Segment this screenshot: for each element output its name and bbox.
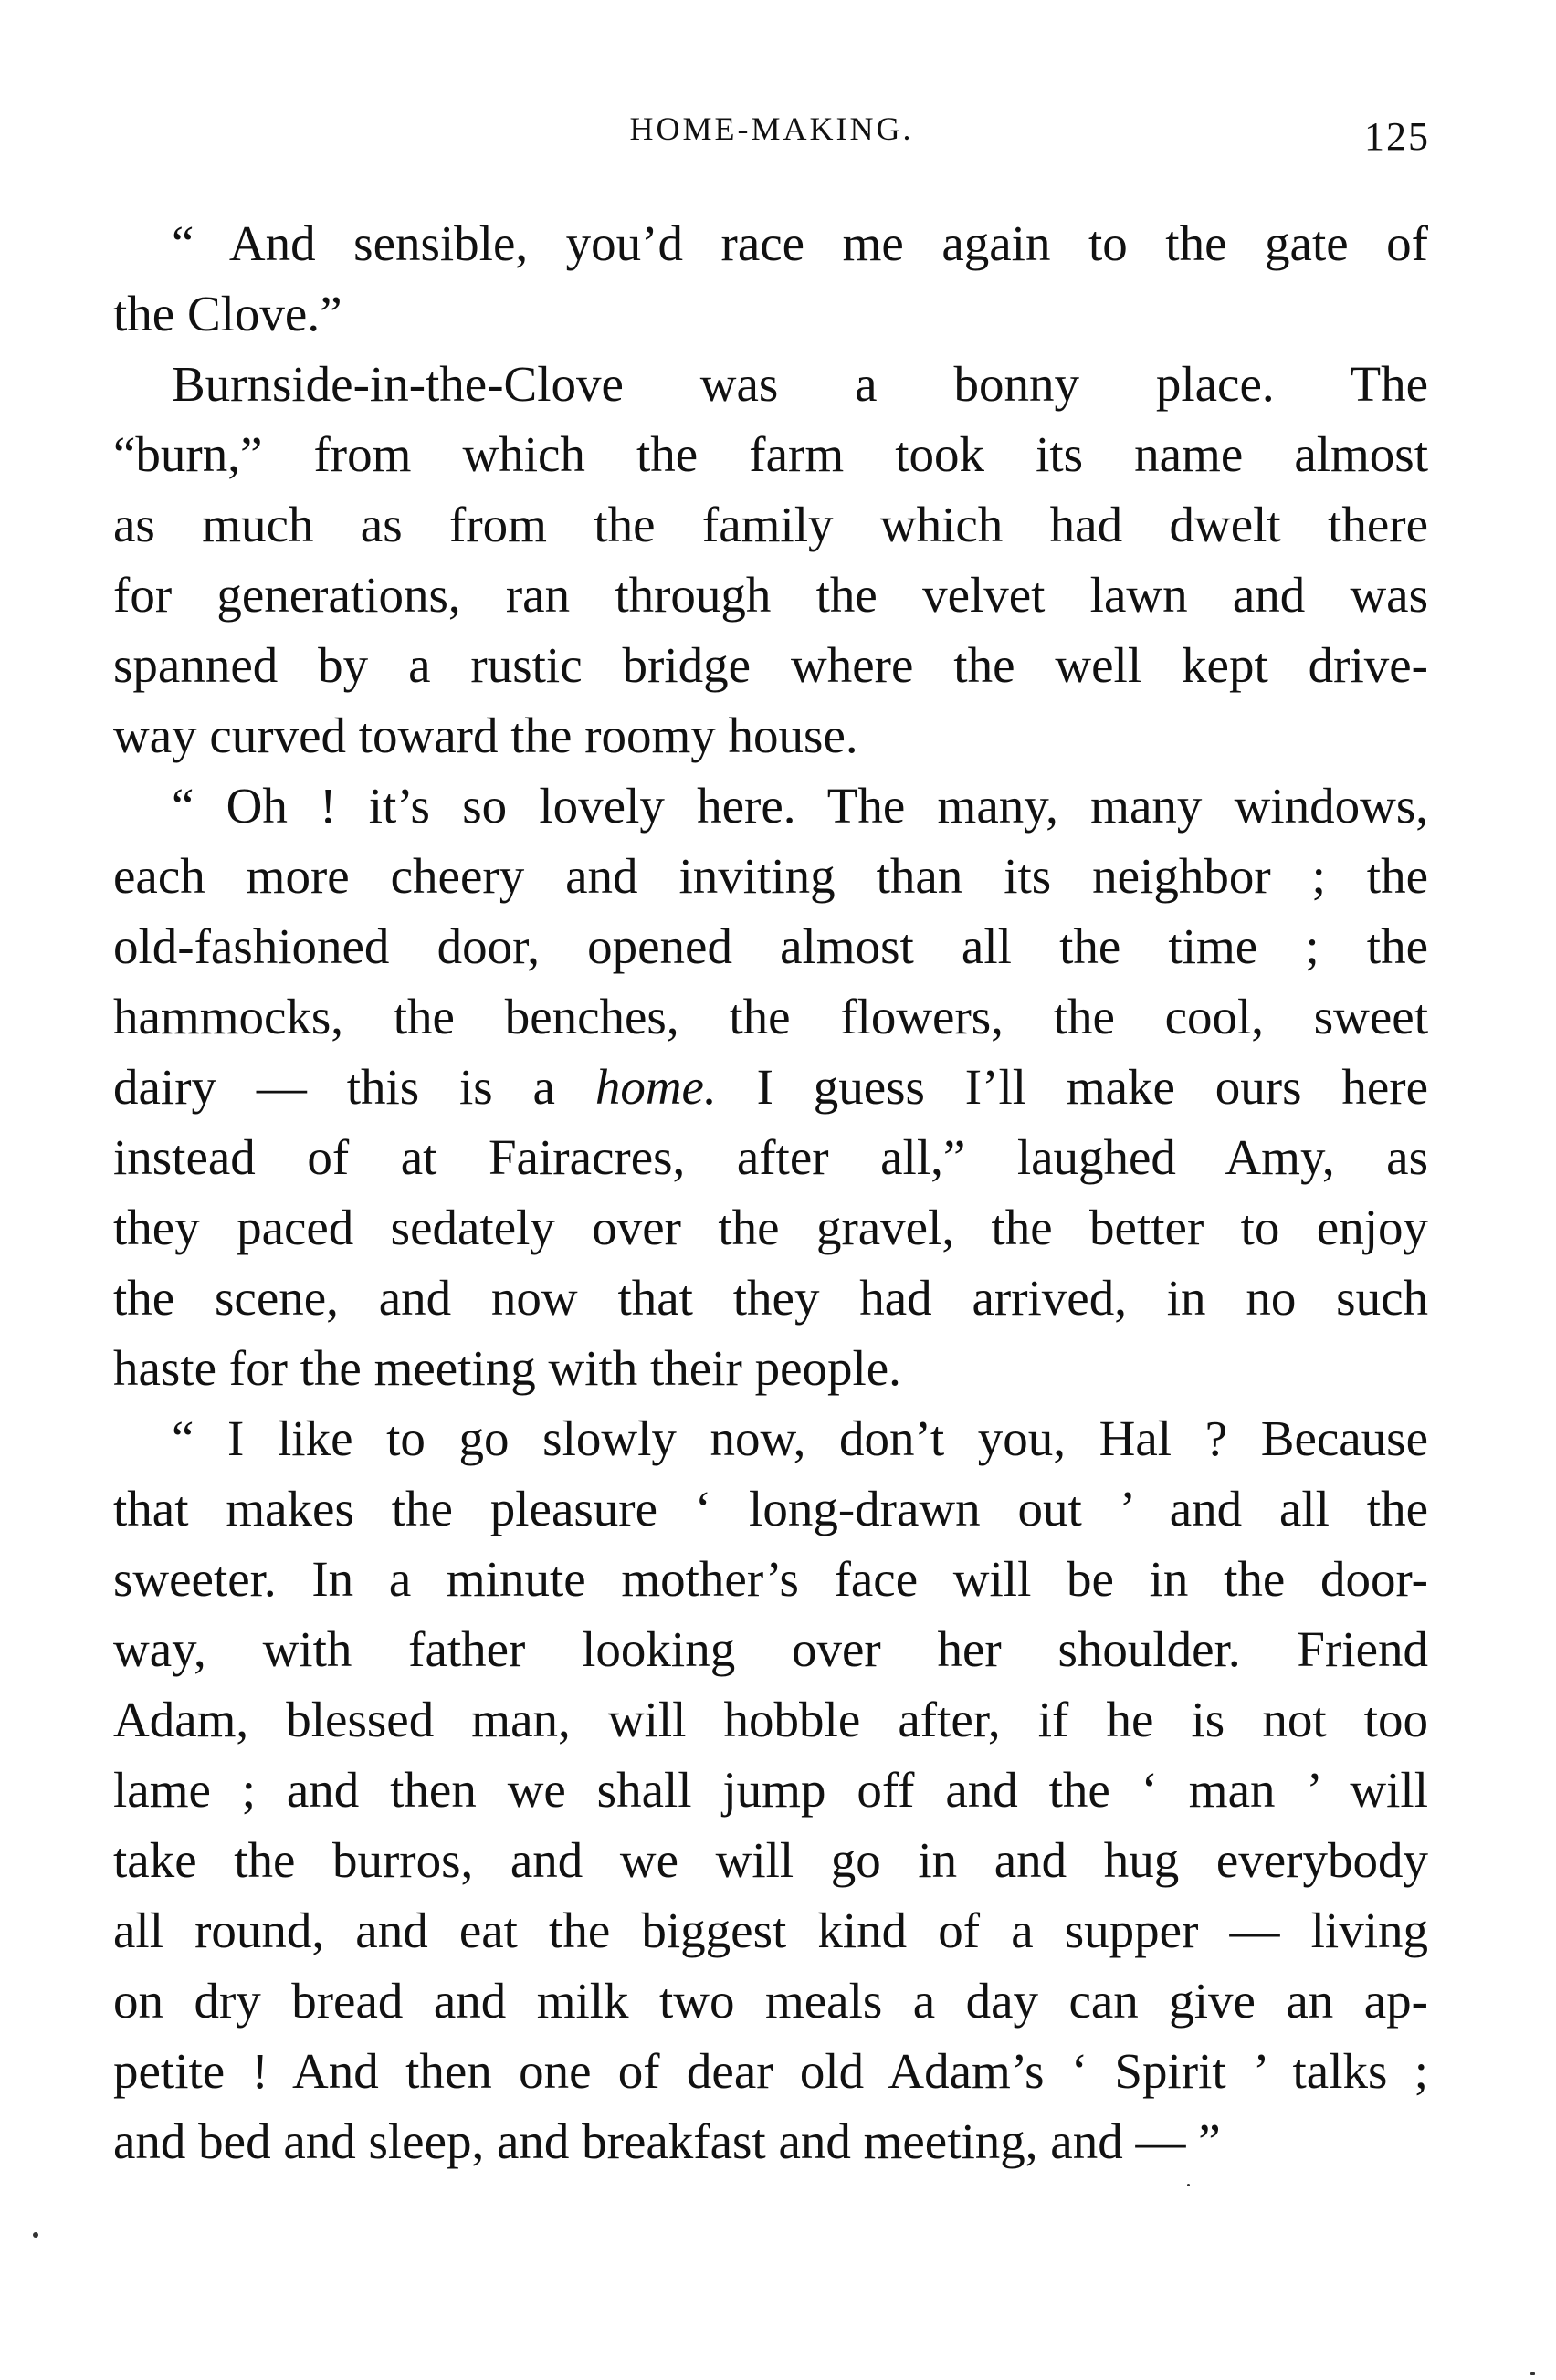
text-line: the scene, and now that they had arrived, in no such (113, 1270, 1428, 1326)
text-line: spanned by a rustic bridge where the well kept drive- (113, 637, 1428, 693)
text-line: each more cheery and inviting than its neighbor ; the (113, 848, 1428, 904)
text-line: “ I like to go slowly now, don’t you, Hal ? Because (172, 1410, 1428, 1466)
text-line: for generations, ran through the velvet lawn and was (113, 567, 1428, 623)
text-line: they paced sedately over the gravel, the better to enjoy (113, 1200, 1428, 1255)
text-line: way, with father looking over her shoulder. Friend (113, 1621, 1428, 1677)
text-line: old-fashioned door, opened almost all the time ; the (113, 918, 1428, 974)
running-title: HOME-MAKING. (629, 110, 914, 147)
text-line: Adam, blessed man, will hobble after, if he is not too (113, 1692, 1428, 1747)
text-line-start: dairy — this is a (113, 1059, 555, 1115)
text-line (113, 1052, 1428, 1122)
text-line: “ And sensible, you’d race me again to the gate of (172, 215, 1428, 271)
text-line: all round, and eat the biggest kind of a supper — living (113, 1903, 1428, 1958)
text-line: hammocks, the benches, the flowers, the cool, sweet (113, 989, 1428, 1044)
text-line: sweeter. In a minute mother’s face will be in the door- (113, 1551, 1428, 1607)
text-line: instead of at Fairacres, after all,” laughed Amy, as (113, 1129, 1428, 1185)
text-line: the Clove.” (113, 286, 342, 341)
text-line: Burnside-in-the-Clove was a bonny place. The (172, 356, 1428, 412)
text-line: as much as from the family which had dwelt there (113, 497, 1428, 552)
paper-speck (1187, 2184, 1190, 2186)
text-line: way curved toward the roomy house. (113, 708, 858, 763)
running-header (113, 110, 1430, 164)
text-line: lame ; and then we shall jump off and the ‘ man ’ will (113, 1762, 1428, 1818)
paper-speck (1530, 2372, 1535, 2375)
emphasized-word: home. (594, 1059, 717, 1115)
page-number: 125 (1364, 114, 1430, 159)
text-line: and bed and sleep, and breakfast and meeting, and — ” (113, 2113, 1221, 2169)
paper-speck (33, 2232, 38, 2238)
body-text (113, 208, 1428, 2176)
text-line: petite ! And then one of dear old Adam’s ‘ Spirit ’ talks ; (113, 2043, 1428, 2099)
text-line: “ Oh ! it’s so lovely here. The many, many windows, (172, 778, 1428, 834)
text-line: take the burros, and we will go in and hug everybody (113, 1832, 1428, 1888)
text-line-end: I guess I’ll make ours here (756, 1059, 1429, 1115)
text-line: that makes the pleasure ‘ long-drawn out ’ and all the (113, 1481, 1428, 1536)
text-line: haste for the meeting with their people. (113, 1340, 901, 1396)
text-line: “burn,” from which the farm took its name almost (113, 426, 1428, 482)
text-line: on dry bread and milk two meals a day can give an ap- (113, 1973, 1428, 2029)
